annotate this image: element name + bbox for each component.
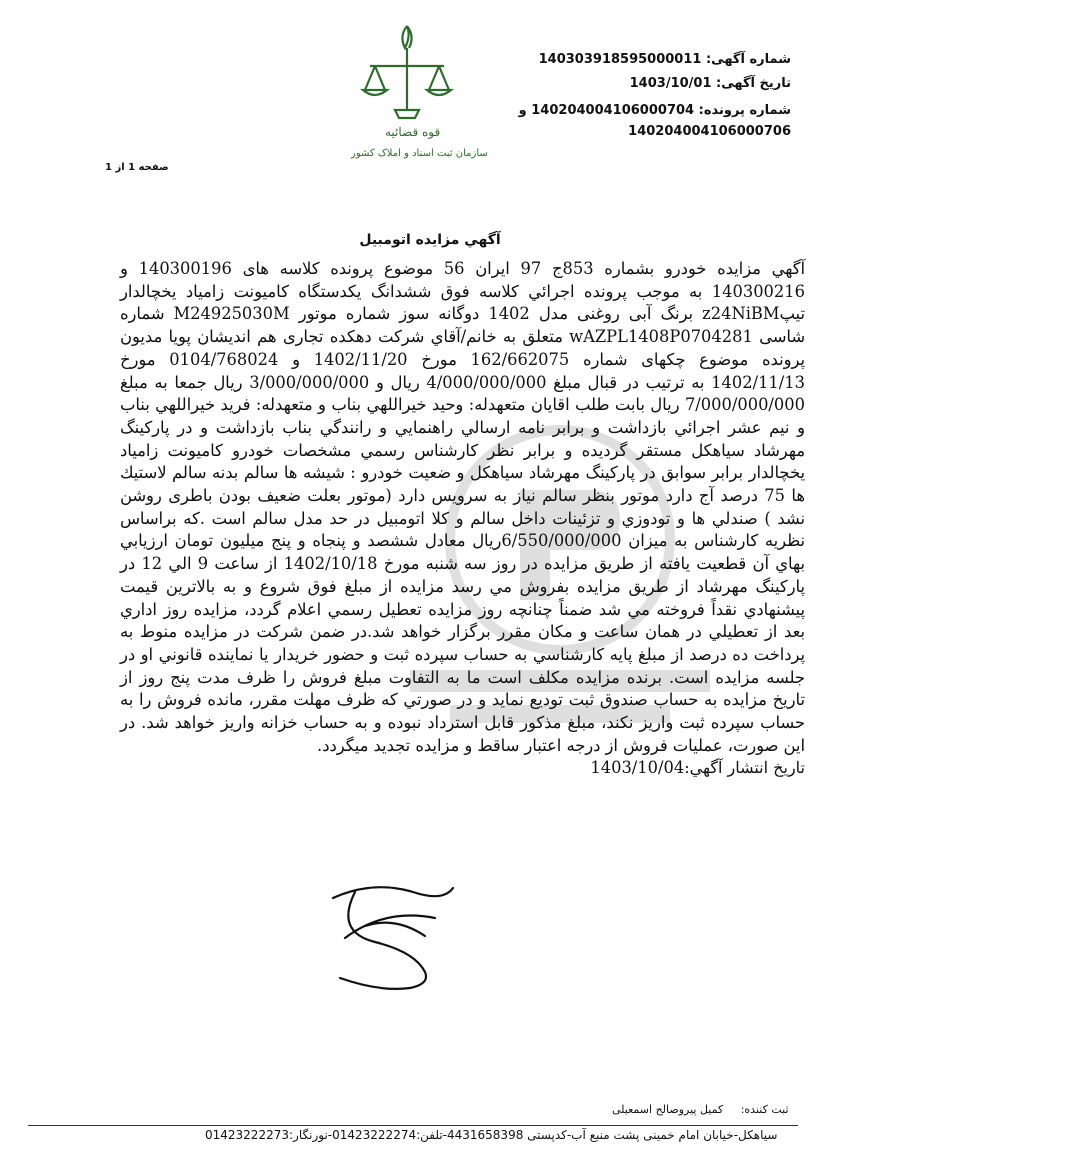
case-number-continued: 140204004106000706 (628, 124, 791, 139)
footer-divider (28, 1125, 798, 1126)
office-address: سیاهکل-خیابان امام خمینی پشت منبع آب-کدپستی 4431658398-تلفن:01423222274-نورنگار:01423222273 (205, 1128, 778, 1142)
logo-text-organization: سازمان ثبت اسناد و املاک کشور (351, 148, 488, 159)
notice-number: شماره آگهی: 140303918595000011 (538, 52, 791, 67)
notice-title: آگهي مزايده اتومبيل (359, 232, 501, 248)
notice-paragraph: آگهي مزايده خودرو بشماره 853ج 97 ايران 56 موضوع پرونده كلاسه هاى 140300196 و 140300216 به موجب پرونده اجرائي كلاسه فوق ششدانگ يكدستگاه كاميونت زامياد يخچالدار تيپz24NiBM برنگ آبى روغنى مدل 1402 دوگانه سوز شماره موتور M24925030M شماره شاسى wAZPL1408P0704281 متعلق به خانم/آقاي شركت دهكده تجارى هم انديشان پويا مديون پرونده موضوع چكهاى شماره 162/662075 مورخ 1402/11/20 و 0104/768024 مورخ 1402/11/13 به ترتيب در قبال مبلغ 4/000/000/000 ريال و 3/000/000/000 ريال جمعا به مبلغ 7/000/000/000 ريال بابت طلب اقايان متعهدله: وحيد خيراللهي بناب و متعهدله: فريد خيراللهي بناب و نيم عشر اجرائي بازداشت و برابر نامه ارسالي راهنمايي و رانندگي بناب بازداشت و در پاركينگ مهرشاد سياهكل مستقر گرديده و برابر نظر كارشناس رسمي مشخصات خودرو كاميونت زامياد يخچالدار برابر سوابق در پاركينگ مهرشاد سياهكل و ضعيت خودرو : شيشه ها سالم بدنه سالم لاستيك ها 75 درصد آج دارد موتور بنظر سالم نياز به سرويس دارد (موتور بعلت ضعيف بودن باطرى روشن نشد ) صندلي ها و تودوزي و تزئينات داخل سالم و كلا اتومبيل در حد مدل سالم است .كه براساس نظريه كارشناس به ميزان 6/550/000/000ريال معادل ششصد و پنجاه و پنج ميليون تومان ارزيابي بهاي آن قطعيت يافته از طريق مزايده در روز سه شنبه مورخ 1402/10/18 از ساعت 9 الي 12 در پاركينگ مهرشاد از طريق مزايده بفروش مي رسد مزايده از مبلغ فوق شروع و به بالاترين قيمت پيشنهادي نقداً فروخته مي شد ضمناً چنانچه روز مزايده تعطيل رسمي اعلام گردد، مزايده روز اداري بعد از تعطيلي در همان ساعت و مكان مقرر برگزار خواهد شد.در ضمن شركت در مزايده منوط به پرداخت ده درصد از مبلغ پايه كارشناسي به حساب سپرده ثبت و حضور خريدار يا نماينده قانوني او در جلسه مزايده است. برنده مزايده مكلف است ما به التفاوت مبلغ فروش را ظرف مدت پنج روز از تاريخ مزايده به حساب صندوق ثبت توديع نمايد و در صورتي كه ظرف مهلت مقرر، مانده فروش را به حساب سپرده ثبت واريز نكند، مبلغ مذكور قابل استرداد نبوده و به حساب خزانه واريز خواهد شد. در اين صورت، عمليات فروش از درجه اعتبار ساقط و مزايده تجديد ميگردد. (120, 259, 806, 755)
publish-date: 1403/10/04 (590, 758, 685, 778)
page-indicator: صفحه 1 از 1 (105, 162, 169, 173)
signature (325, 878, 465, 993)
judiciary-logo (345, 18, 488, 168)
publish-date-label: تاريخ انتشار آگهي: (684, 758, 805, 778)
publish-date-line (120, 757, 805, 780)
emblem-icon (345, 18, 488, 168)
case-number: شماره پرونده: 140204004106000704 و (518, 103, 791, 118)
logo-text-judiciary: قوه قضائیه (385, 125, 441, 139)
registrar-name: كمیل پیروصالح اسمعیلی (612, 1103, 724, 1116)
registrar-line (612, 1103, 789, 1116)
registrar-label: ثبت كننده: (740, 1103, 789, 1116)
notice-date: تاریخ آگهی: 1403/10/01 (629, 76, 791, 91)
notice-body (120, 258, 805, 780)
